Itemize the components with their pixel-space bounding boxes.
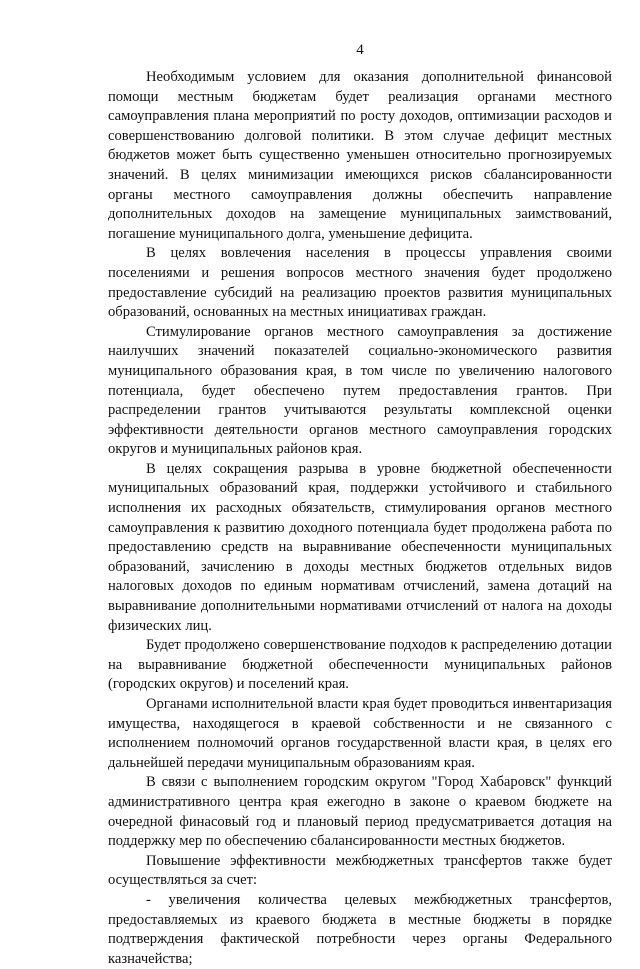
- paragraph: Стимулирование органов местного самоуправления за достижение наилучших значений показателей социально-экономического развития муниципального образования края, в том числе по увеличению налогового потенциала, будет обеспечено путем предоставления грантов. При распределении грантов учитываются результаты комплексной оценки эффективности деятельности органов местного самоуправления городских округов и муниципальных районов края.: [108, 323, 612, 458]
- paragraph: Повышение эффективности межбюджетных трансфертов также будет осуществляться за счет:: [108, 852, 612, 889]
- document-body: [108, 68, 612, 969]
- paragraph: Органами исполнительной власти края будет проводиться инвентаризация имущества, находящегося в краевой собственности и не связанного с исполнением полномочий органов государственной власти края, в целях его дальнейшей передачи муниципальным образованиям края.: [108, 696, 612, 771]
- paragraph: В связи с выполнением городским округом "Город Хабаровск" функций административного центра края ежегодно в законе о краевом бюджете на очередной финасовый год и плановый период предусматривается дотация на поддержку мер по обеспечению сбалансированности местных бюджетов.: [108, 774, 612, 850]
- page-number: 4: [356, 42, 364, 58]
- paragraph: В целях вовлечения населения в процессы управления своими поселениями и решения вопросов местного значения будет продолжено предоставление субсидий на реализацию проектов развития муниципальных образований, основанных на местных инициативах граждан.: [108, 245, 612, 321]
- paragraph: В целях сокращения разрыва в уровне бюджетной обеспеченности муниципальных образований края, поддержки устойчивого и стабильного исполнения их расходных обязательств, стимулирования органов местного самоуправления к развитию доходного потенциала будет продолжена работа по предоставлению средств на выравнивание обеспеченности муниципальных образований, зачислению в доходы местных бюджетов отдельных видов налоговых доходов по единым нормативам отчислений, замена дотаций на выравнивание дополнительными нормативами отчислений от налога на доходы физических лиц.: [108, 460, 612, 634]
- paragraph: Будет продолжено совершенствование подходов к распределению дотации на выравнивание бюджетной обеспеченности муниципальных районов (городских округов) и поселений края.: [108, 637, 612, 693]
- paragraph: Необходимым условием для оказания дополнительной финансовой помощи местным бюджетам будет реализация органами местного самоуправления плана мероприятий по росту доходов, оптимизации расходов и совершенствованию долговой политики. В этом случае дефицит местных бюджетов может быть существенно уменьшен относительно прогнозируемых значений. В целях минимизации имеющихся рисков сбалансированности органы местного самоуправления должны обеспечить направление дополнительных доходов на замещение муниципальных заимствований, погашение муниципального долга, уменьшение дефицита.: [108, 69, 612, 242]
- list-item: - увеличения количества целевых межбюджетных трансфертов, предоставляемых из краевого бюджета в местные бюджеты в порядке подтверждения фактической потребности через органы Федерального казначейства;: [108, 891, 612, 967]
